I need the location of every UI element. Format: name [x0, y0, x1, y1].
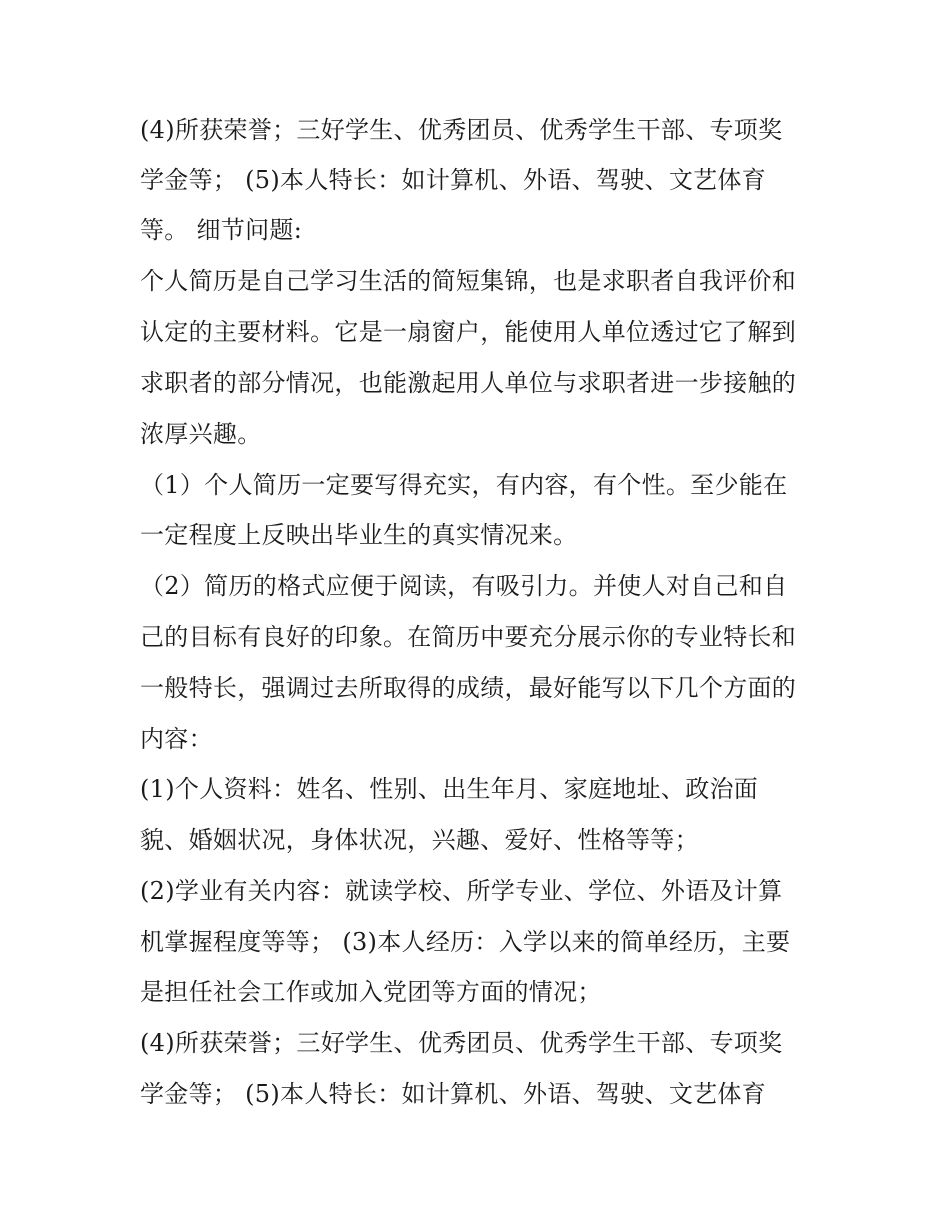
text-line: 机掌握程度等等； (3)本人经历：入学以来的简单经历，主要 — [140, 928, 791, 956]
text-line: 求职者的部分情况，也能激起用人单位与求职者进一步接触的 — [140, 369, 797, 397]
text-line: 学金等； (5)本人特长：如计算机、外语、驾驶、文艺体育 — [140, 1080, 767, 1108]
text-line: (1)个人资料：姓名、性别、出生年月、家庭地址、政治面 — [140, 775, 759, 803]
text-line: （2）简历的格式应便于阅读，有吸引力。并使人对自己和自 — [140, 572, 788, 600]
text-line: 貌、婚姻状况，身体状况，兴趣、爱好、性格等等； — [140, 826, 699, 854]
text-line: (4)所获荣誉；三好学生、优秀团员、优秀学生干部、专项奖 — [140, 1029, 783, 1057]
text-line: 一定程度上反映出毕业生的真实情况来。 — [140, 521, 578, 549]
text-line: (4)所获荣誉；三好学生、优秀团员、优秀学生干部、专项奖 — [140, 116, 783, 144]
text-line: 己的目标有良好的印象。在简历中要充分展示你的专业特长和 — [140, 623, 797, 651]
text-line: 是担任社会工作或加入党团等方面的情况； — [140, 978, 602, 1006]
text-line: 浓厚兴趣。 — [140, 420, 262, 448]
text-line: （1）个人简历一定要写得充实，有内容，有个性。至少能在 — [140, 471, 788, 499]
text-line: 认定的主要材料。它是一扇窗户，能使用人单位透过它了解到 — [140, 318, 797, 346]
text-line: 等。 细节问题: — [140, 216, 303, 244]
text-line: 内容： — [140, 725, 213, 753]
text-line: 学金等； (5)本人特长：如计算机、外语、驾驶、文艺体育 — [140, 166, 767, 194]
text-line: 个人简历是自己学习生活的简短集锦，也是求职者自我评价和 — [140, 267, 797, 295]
text-line: (2)学业有关内容：就读学校、所学专业、学位、外语及计算 — [140, 877, 783, 905]
text-line: 一般特长，强调过去所取得的成绩，最好能写以下几个方面的 — [140, 674, 797, 702]
